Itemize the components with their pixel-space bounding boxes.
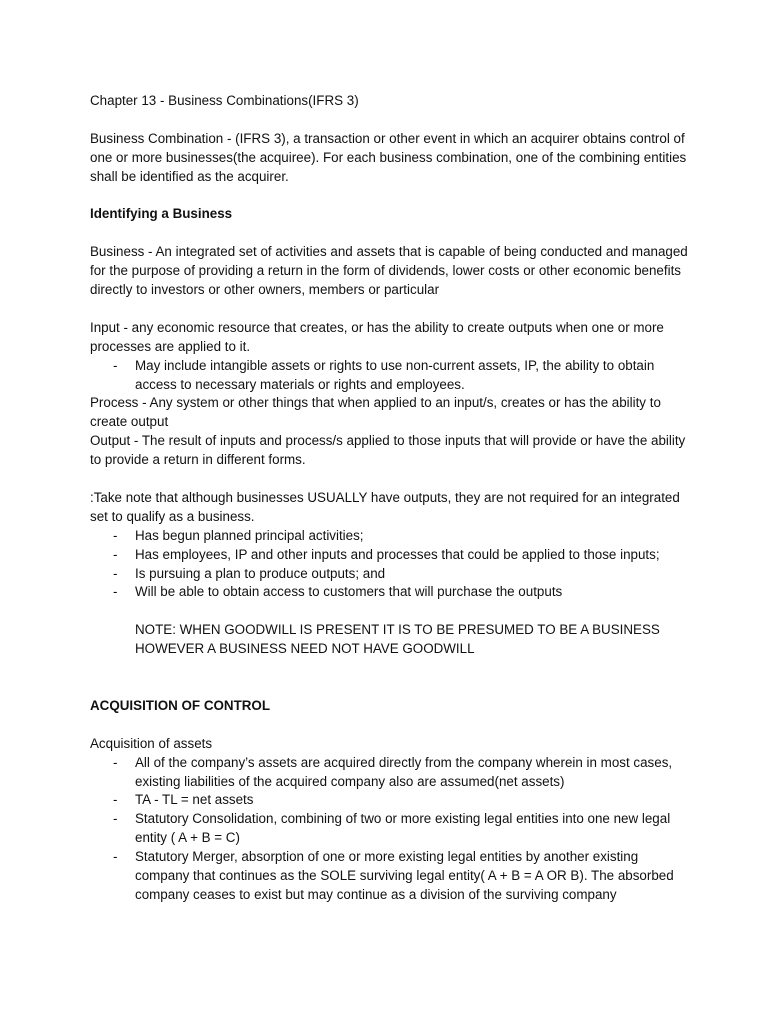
- list-item: [90, 848, 690, 905]
- section-heading-identifying-business: Identifying a Business: [90, 206, 233, 222]
- list-item: [90, 810, 690, 848]
- dash-bullet: -: [113, 565, 118, 581]
- list-item: [90, 583, 690, 602]
- list-item-text: May include intangible assets or rights to use non-current assets, IP, the ability to obtain access to necessary materials or rights and employees.: [135, 357, 655, 392]
- dash-bullet: -: [113, 584, 118, 600]
- output-definition: Output - The result of inputs and process/s applied to those inputs that will provide or have the ability to provide a return in different forms.: [90, 433, 686, 468]
- dash-bullet: -: [113, 357, 118, 373]
- list-item-text: Statutory Consolidation, combining of two or more existing legal entities into one new legal entity ( A + B = C): [135, 811, 671, 846]
- dash-bullet: -: [113, 849, 118, 865]
- list-item-text: Has begun planned principal activities;: [135, 527, 364, 543]
- goodwill-note: NOTE: WHEN GOODWILL IS PRESENT IT IS TO BE PRESUMED TO BE A BUSINESS HOWEVER A BUSINESS NEED NOT HAVE GOODWILL: [135, 622, 660, 657]
- list-item-text: TA - TL = net assets: [135, 792, 254, 808]
- business-definition: Business - An integrated set of activities and assets that is capable of being conducted and managed for the purpose of providing a return in the form of dividends, lower costs or other economic benefits directly to investors or other owners, members or particular: [90, 244, 688, 298]
- dash-bullet: -: [113, 811, 118, 827]
- acquisition-of-assets-subheading: Acquisition of assets: [90, 735, 213, 751]
- list-item: [90, 565, 690, 584]
- list-item: [90, 546, 690, 565]
- process-definition: Process - Any system or other things that when applied to an input/s, creates or has the ability to create output: [90, 395, 661, 430]
- dash-bullet: -: [113, 792, 118, 808]
- dash-bullet: -: [113, 546, 118, 562]
- list-item: [90, 754, 690, 792]
- chapter-title: Chapter 13 - Business Combinations(IFRS 3): [90, 93, 359, 108]
- list-item-text: Has employees, IP and other inputs and processes that could be applied to those inputs;: [135, 546, 660, 562]
- list-item: [90, 357, 690, 395]
- dash-bullet: -: [113, 527, 118, 543]
- section-heading-acquisition-of-control: ACQUISITION OF CONTROL: [90, 697, 271, 713]
- acquisition-list: [90, 754, 690, 905]
- input-list: [90, 357, 690, 395]
- criteria-list: [90, 527, 690, 603]
- list-item-text: Is pursuing a plan to produce outputs; and: [135, 565, 386, 581]
- document-page: [90, 92, 690, 905]
- list-item-text: Statutory Merger, absorption of one or more existing legal entities by another existing company that continues as the SOLE surviving legal entity( A + B = A OR B). The absorbed company ceases to exist but may continue as a division of the surviving company: [135, 849, 674, 902]
- list-item-text: All of the company’s assets are acquired directly from the company wherein in most cases, existing liabilities of the acquired company also are assumed(net assets): [135, 754, 673, 789]
- list-item-text: Will be able to obtain access to customers that will purchase the outputs: [135, 584, 563, 600]
- input-definition: Input - any economic resource that creates, or has the ability to create outputs when one or more processes are applied to it.: [90, 319, 664, 354]
- list-item: [90, 791, 690, 810]
- list-item: [90, 527, 690, 546]
- dash-bullet: -: [113, 754, 118, 770]
- take-note-paragraph: :Take note that although businesses USUALLY have outputs, they are not required for an integrated set to qualify as a business.: [90, 489, 680, 524]
- intro-paragraph: Business Combination - (IFRS 3), a transaction or other event in which an acquirer obtains control of one or more businesses(the acquiree). For each business combination, one of the combining entities shall be identified as the acquirer.: [90, 130, 687, 184]
